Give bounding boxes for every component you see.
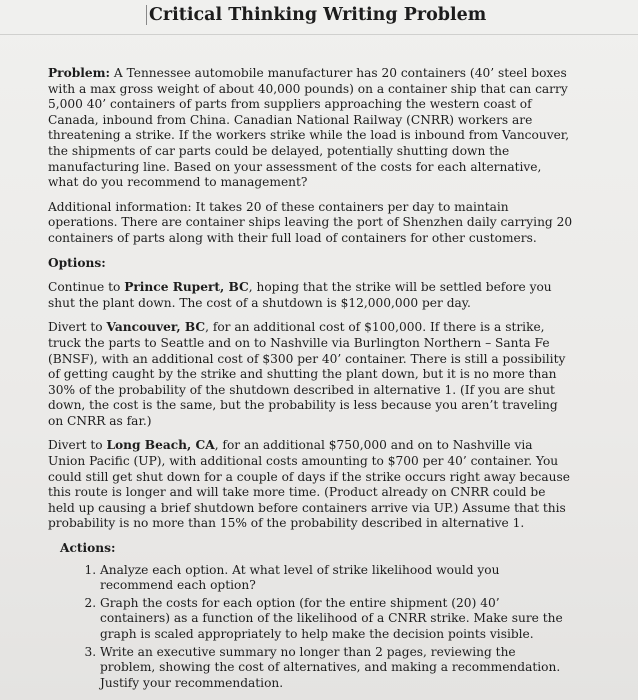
problem-text: A Tennessee automobile manufacturer has 20 containers (40’ steel boxes with a max gross weight of about 40,000 pounds) on a container ship that can carry 5,000 40’ containers of parts from suppliers approaching the western coast of Canada, inbound from China. Canadian National Railway (CNRR) workers are threatening a strike. If the workers strike while the load is inbound from Vancouver, the shipments of car parts could be delayed, potentially shutting down the manufacturing line. Based on your assessment of the costs for each alternative, what do you recommend to management? xyxy=(48,66,570,190)
option-3-pre: Divert to xyxy=(48,438,107,453)
option-3-text: , for an additional $750,000 and on to Nashville via Union Pacific (UP), with additional costs amounting to $700 per 40’ container. You could still get shut down for a couple of days if the strike occurs right away because this route is longer and will take more time. (Product already on CNRR could be held up causing a brief shutdown before containers arrive via UP.) Assume that this probability is no more than 15% of the probability described in alternative 1. xyxy=(48,438,570,531)
option-2-pre: Divert to xyxy=(48,320,107,335)
option-2-destination: Vancouver, BC xyxy=(106,320,206,335)
actions-heading: Actions: xyxy=(60,541,116,556)
document-body xyxy=(48,66,573,693)
document-title: Critical Thinking Writing Problem xyxy=(146,5,486,25)
problem-paragraph xyxy=(48,66,573,191)
option-2 xyxy=(48,320,573,429)
option-3 xyxy=(48,438,573,532)
action-item-2: 2. Graph the costs for each option (for the entire shipment (20) 40’ containers) as a function of the likelihood of a CNRR strike. Make sure the graph is scaled appropriately to help make the decision points visible. xyxy=(100,596,573,643)
option-1 xyxy=(48,280,573,311)
actions-list xyxy=(48,563,573,692)
title-bar xyxy=(0,0,638,35)
option-1-text: , hoping that the strike will be settled before you shut the plant down. The cost of a shutdown is $12,000,000 per day. xyxy=(48,280,552,310)
option-3-destination: Long Beach, CA xyxy=(106,438,215,453)
problem-label: Problem: xyxy=(48,66,111,80)
action-item-1: 1. Analyze each option. At what level of strike likelihood would you recommend each option? xyxy=(100,563,573,594)
option-1-pre: Continue to xyxy=(48,280,125,295)
options-heading: Options: xyxy=(48,255,106,270)
additional-info-paragraph: Additional information: It takes 20 of these containers per day to maintain operations. There are container ships leaving the port of Shenzhen daily carrying 20 containers of parts along with their full load of containers for other customers. xyxy=(48,199,573,245)
action-item-3: 3. Write an executive summary no longer than 2 pages, reviewing the problem, showing the cost of alternatives, and making a recommendation. Justify your recommendation. xyxy=(100,645,573,692)
option-2-text: , for an additional cost of $100,000. If there is a strike, truck the parts to Seattle and on to Nashville via Burlington Northern – Santa Fe (BNSF), with an additional cost of $300 per 40’ container. There is still a possibility of getting caught by the strike and shutting the plant down, but it is no more than 30% of the probability of the shutdown described in alternative 1. (If you are shut down, the cost is the same, but the probability is less because you aren’t traveling on CNRR as far.) xyxy=(48,320,566,428)
option-1-destination: Prince Rupert, BC xyxy=(124,280,249,295)
